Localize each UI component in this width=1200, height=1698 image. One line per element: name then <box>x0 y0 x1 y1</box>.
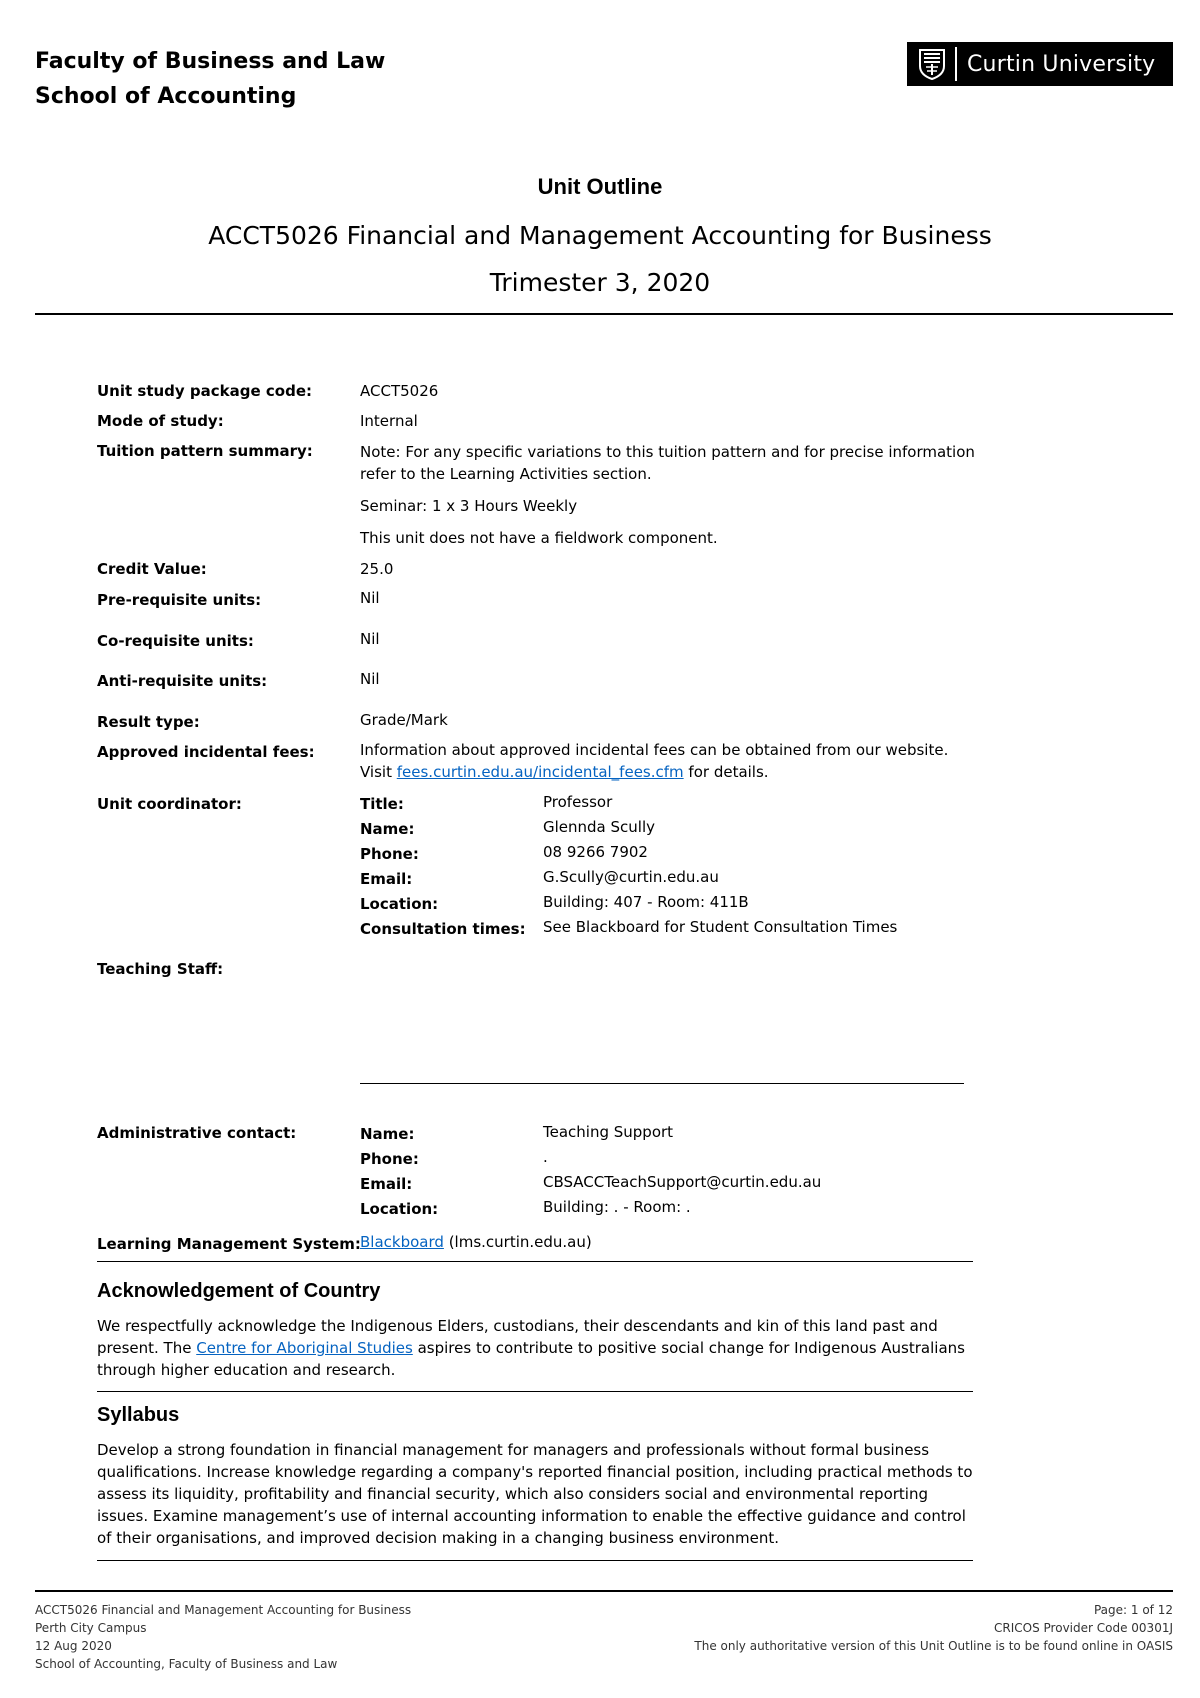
trimester: Trimester 3, 2020 <box>489 268 711 297</box>
authoritative-note: The only authoritative version of this Unit Outline is to be found online in OASIS <box>694 1639 1173 1653</box>
fees-label: Approved incidental fees: <box>97 743 315 761</box>
prereq-value: Nil <box>360 589 380 607</box>
admin-phone-label: Phone: <box>360 1150 419 1168</box>
prereq-label: Pre-requisite units: <box>97 591 262 609</box>
footer-divider <box>35 1590 1173 1592</box>
syllabus-text: Develop a strong foundation in financial management for managers and professionals without formal business qualifications. Increase knowledge regarding a company's reported financial position, including practical methods to assess its liquidity, profitability and financial security, which also considers social and environmental reporting issues. Examine management’s use of internal accounting information to enable the effective guidance and control of their organisations, and improved decision making in a changing business environment. <box>97 1441 973 1547</box>
coord-consult-label: Consultation times: <box>360 920 526 938</box>
logo-text: Curtin University <box>967 51 1156 77</box>
fees-visit: Visit <box>360 763 392 781</box>
tuition-note: Note: For any specific variations to this tuition pattern and for precise information refer to the Learning Activities section. <box>360 443 975 483</box>
blackboard-link[interactable]: Blackboard <box>360 1233 444 1251</box>
antireq-value: Nil <box>360 670 380 688</box>
coord-email-value: G.Scully@curtin.edu.au <box>543 868 719 886</box>
coord-name-value: Glennda Scully <box>543 818 656 836</box>
mode-value: Internal <box>360 412 418 430</box>
syllabus-title: Syllabus <box>97 1404 180 1426</box>
coord-phone-label: Phone: <box>360 845 419 863</box>
footer-unit: ACCT5026 Financial and Management Accounting for Business <box>35 1603 412 1617</box>
antireq-label: Anti-requisite units: <box>97 672 268 690</box>
coord-location-value: Building: 407 - Room: 411B <box>543 893 749 911</box>
admin-email-value: CBSACCTeachSupport@curtin.edu.au <box>543 1173 822 1191</box>
coreq-value: Nil <box>360 630 380 648</box>
code-value: ACCT5026 <box>360 382 439 400</box>
fees-line1: Information about approved incidental fees can be obtained from our website. <box>360 741 949 759</box>
result-label: Result type: <box>97 713 200 731</box>
ack-divider <box>97 1391 973 1392</box>
footer-campus: Perth City Campus <box>35 1621 147 1635</box>
coord-title-value: Professor <box>543 793 613 811</box>
footer-date: 12 Aug 2020 <box>35 1639 112 1653</box>
credit-value: 25.0 <box>360 560 394 578</box>
syllabus-divider <box>97 1560 973 1561</box>
coord-title-label: Title: <box>360 795 404 813</box>
unit-title: ACCT5026 Financial and Management Accounting for Business <box>208 221 992 250</box>
curtin-logo <box>907 42 1173 86</box>
coord-consult-value: See Blackboard for Student Consultation Times <box>543 918 898 936</box>
admin-name-value: Teaching Support <box>543 1123 674 1141</box>
lms-value <box>360 1233 592 1251</box>
code-label: Unit study package code: <box>97 382 312 400</box>
admin-email-label: Email: <box>360 1175 413 1193</box>
faculty-name: Faculty of Business and Law <box>35 49 386 74</box>
coord-location-label: Location: <box>360 895 439 913</box>
teaching-staff-divider <box>360 1083 964 1084</box>
document-type: Unit Outline <box>537 174 663 199</box>
coreq-label: Co-requisite units: <box>97 632 254 650</box>
cricos-code: CRICOS Provider Code 00301J <box>994 1621 1173 1635</box>
admin-label: Administrative contact: <box>97 1124 297 1142</box>
page-number: Page: 1 of 12 <box>1093 1603 1173 1617</box>
tuition-fieldwork: This unit does not have a fieldwork component. <box>360 529 718 547</box>
fees-line2 <box>360 763 769 781</box>
lms-label: Learning Management System: <box>97 1235 361 1253</box>
admin-location-value: Building: . - Room: . <box>543 1198 691 1216</box>
acknowledgement-text <box>97 1315 977 1381</box>
tuition-label: Tuition pattern summary: <box>97 442 313 460</box>
acknowledgement-title: Acknowledgement of Country <box>97 1280 381 1302</box>
coord-phone-value: 08 9266 7902 <box>543 843 648 861</box>
footer-left <box>35 1601 411 1673</box>
coord-email-label: Email: <box>360 870 413 888</box>
crest-icon <box>917 48 947 80</box>
admin-phone-value: . <box>543 1148 548 1166</box>
ack-text-start: We respectfully acknowledge the Indigenous Elders, custodians, their descendants and kin of this land past and present. The <box>97 1317 938 1357</box>
fees-tail: for details. <box>688 763 769 781</box>
coordinator-label: Unit coordinator: <box>97 795 242 813</box>
footer-right <box>694 1601 1173 1655</box>
lms-url: (lms.curtin.edu.au) <box>448 1233 592 1251</box>
lms-divider <box>97 1261 973 1262</box>
coord-name-label: Name: <box>360 820 415 838</box>
admin-location-label: Location: <box>360 1200 439 1218</box>
result-value: Grade/Mark <box>360 711 448 729</box>
faculty-header <box>35 44 385 114</box>
tuition-seminar: Seminar: 1 x 3 Hours Weekly <box>360 497 578 515</box>
mode-label: Mode of study: <box>97 412 224 430</box>
admin-name-label: Name: <box>360 1125 415 1143</box>
school-name: School of Accounting <box>35 84 297 109</box>
fees-link[interactable]: fees.curtin.edu.au/incidental_fees.cfm <box>396 763 684 781</box>
centre-aboriginal-studies-link[interactable]: Centre for Aboriginal Studies <box>196 1339 413 1357</box>
footer-school: School of Accounting, Faculty of Business and Law <box>35 1657 338 1671</box>
credit-label: Credit Value: <box>97 560 207 578</box>
ack-text-end: aspires to contribute to positive social change for Indigenous Australians through higher education and research. <box>97 1339 965 1379</box>
title-divider <box>35 313 1173 315</box>
teaching-staff-label: Teaching Staff: <box>97 960 224 978</box>
